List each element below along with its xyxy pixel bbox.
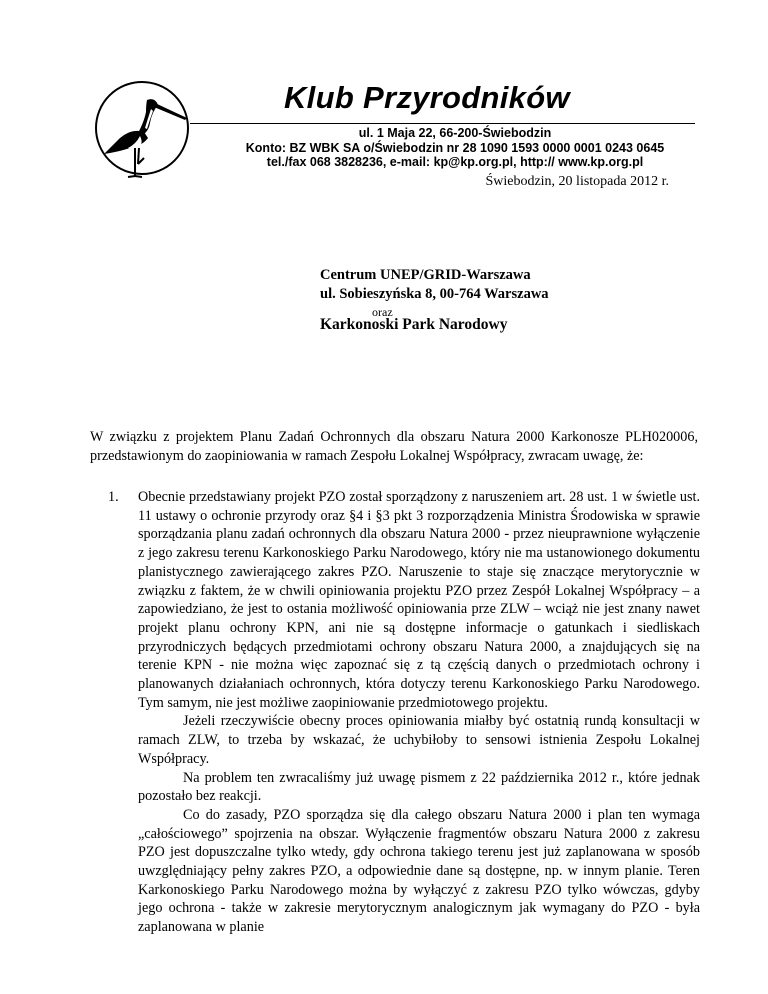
header-divider: [190, 123, 695, 124]
recipient-name-2: Karkonoski Park Narodowy: [320, 316, 508, 333]
point-body: [138, 488, 700, 937]
point-paragraph: Na problem ten zwracaliśmy już uwagę pismem z 22 października 2012 r., które jednak pozostało bez reakcji.: [138, 769, 700, 805]
bank-account: Konto: BZ WBK SA o/Świebodzin nr 28 1090 1593 0000 0001 0243 0645: [245, 141, 665, 155]
point-paragraph: Co do zasady, PZO sporządza się dla całego obszaru Natura 2000 i plan ten wymaga „całościowego” spojrzenia na obszar. Wyłączenie fragmentów obszaru Natura 2000 z zakresu PZO jest dopuszczalne tylko wtedy, gdy ochrona takiego terenu jest już zaplanowana w sposób uwzględniający pełny zakres PZO, a odpowiednie dane są dostępne, np. w innym planie. Teren Karkonoskiego Parku Narodowego można by wyłączyć z zakresu PZO tylko wówczas, gdyby jego ochrona - także w zakresie merytorycznym analogicznym jak wymagany do PZO - była zaplanowana w planie: [138, 806, 700, 936]
point-number: 1.: [108, 489, 119, 505]
stork-logo-icon: [92, 78, 192, 183]
intro-paragraph: W związku z projektem Planu Zadań Ochronnych dla obszaru Natura 2000 Karkonosze PLH020006, przedstawionym do zaopiniowania w ramach Zespołu Lokalnej Współpracy, zwracam uwagę, że:: [90, 429, 698, 464]
organization-title: Klub Przyrodników: [284, 80, 570, 115]
letter-date: Świebodzin, 20 listopada 2012 r.: [485, 174, 669, 189]
point-paragraph: Obecnie przedstawiany projekt PZO został sporządzony z naruszeniem art. 28 ust. 1 w świetle ust. 11 ustawy o ochronie przyrody oraz §4 i §3 pkt 3 rozporządzenia Ministra Środowiska w sprawie sporządzania planu zadań ochronnych dla obszaru Natura 2000 - przez nieuprawnione wyłączenie z jego zakresu terenu Karkonoskiego Parku Narodowego, który nie ma ustanowionego dokumentu planistycznego zawierającego zakres PZO. Naruszenie to staje się znaczące merytorycznie w związku z faktem, że w chwili opiniowania projektu PZO przez Zespół Lokalnej Współpracy – a zapowiedziano, że jest to ostania możliwość opiniowania prze ZLW – wciąż nie jest znany nawet projekt planu ochrony KPN, ani nie są dostępne informacje o gatunkach i siedliskach przyrodniczych będących przedmiotami ochrony obszaru Natura 2000, a znajdujących się na terenie KPN - nie można więc zapoznać się z tą częścią danych o przedmiotach ochrony i planowanych działaniach ochronnych, która dotyczy terenu Karkonoskiego Parku Narodowego. Tym samym, nie jest możliwe zaopiniowanie przedmiotowego projektu.: [138, 489, 700, 711]
recipient-conjunction: oraz: [372, 305, 393, 319]
postal-address: ul. 1 Maja 22, 66-200-Świebodzin: [358, 126, 552, 140]
point-paragraph: Jeżeli rzeczywiście obecny proces opiniowania miałby być ostatnią rundą konsultacji w ramach ZLW, to trzeba by wskazać, że uchybiłoby to sensowi istnienia Zespołu Lokalnej Współpracy.: [138, 713, 700, 767]
contact-info: tel./fax 068 3828236, e-mail: kp@kp.org.pl, http:// www.kp.org.pl: [266, 155, 644, 169]
numbered-point-1: [108, 488, 700, 937]
recipient-address-1: ul. Sobieszyńska 8, 00-764 Warszawa: [320, 286, 549, 302]
recipient-name-1: Centrum UNEP/GRID-Warszawa: [320, 267, 531, 283]
